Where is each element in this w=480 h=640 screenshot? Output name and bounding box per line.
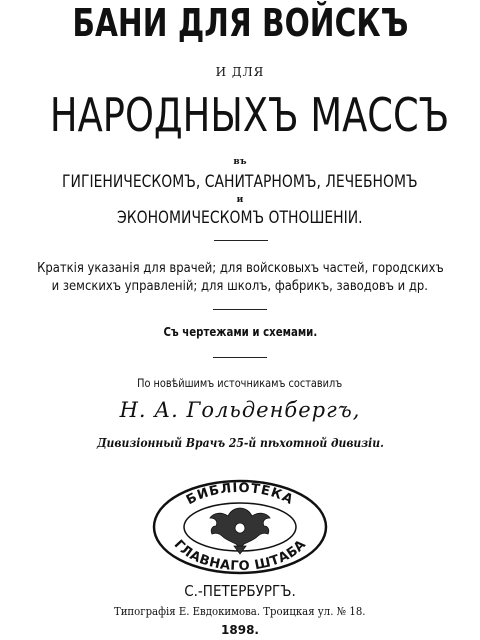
divider-rule [213,357,267,358]
divider-rule [213,309,267,310]
conjunction-and: И ДЛЯ [215,65,265,79]
compiled-by: По новѣйшимъ источникамъ составилъ [137,376,343,390]
library-stamp [150,478,330,576]
city: С.-ПЕТЕРБУРГЪ. [184,582,296,600]
description-line-2: и земскихъ управленiй; для школъ, фабрикъ, заводовъ и др. [51,278,429,294]
title-line-2: НАРОДНЫХЪ МАССЪ [49,88,450,142]
title-line-1: БАНИ ДЛЯ ВОЙСКЪ [71,1,409,45]
conjunction-and-small: и [236,195,244,205]
divider-rule [214,240,268,241]
subtitle-line-2: ЭКОНОМИЧЕСКОМЪ ОТНОШЕНIИ. [117,208,363,228]
conjunction-in: въ [233,157,247,167]
publication-year: 1898. [221,623,259,637]
subtitle-line-1: ГИГIЕНИЧЕСКОМЪ, САНИТАРНОМЪ, ЛЕЧЕБНОМЪ [62,172,418,192]
author-position: Дивизiонный Врачъ 25-й пѣхотной дивизiи. [96,436,384,450]
stamp-bottom-text: ГЛАВНАГО ШТАБА [170,537,310,575]
double-headed-eagle-emblem [210,508,270,554]
stamp-top-text: БИБЛIОТЕКА [184,480,296,509]
printer-info: Типографiя Е. Евдокимова. Троицкая ул. № 18. [114,605,366,618]
drawings-note: Съ чертежами и схемами. [163,325,317,339]
description-line-1: Краткiя указанiя для врачей; для войсковыхъ частей, городскихъ [36,260,444,276]
author-name: Н. А. Гольденбергъ, [119,398,361,422]
